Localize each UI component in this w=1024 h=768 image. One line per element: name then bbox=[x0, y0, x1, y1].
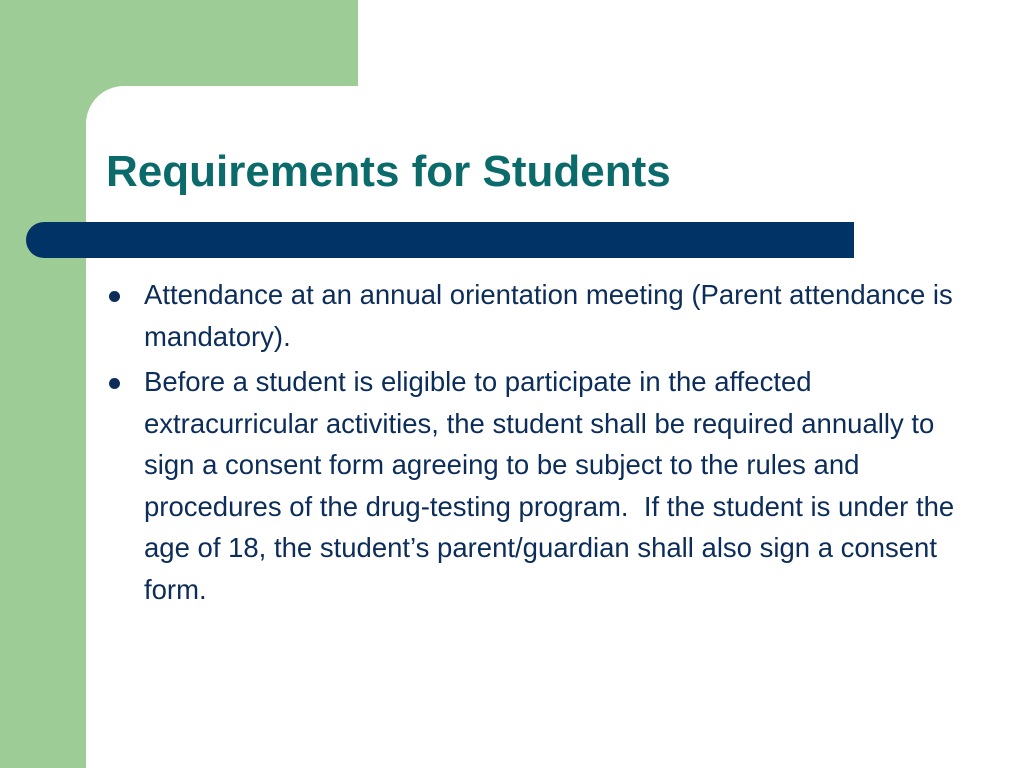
bullet-text: Before a student is eligible to participate in the affected extracurricular activities, the student shall be required annually to sign a consent form agreeing to be subject to the rules and procedures of the drug-testing program. If the student is under the age of 18, the student’s parent/guardian shall also sign a consent form. bbox=[144, 366, 962, 605]
slide-title: Requirements for Students bbox=[106, 147, 671, 196]
bullet-text: Attendance at an annual orientation meeting (Parent attendance is mandatory). bbox=[144, 279, 961, 352]
bullet-list bbox=[104, 274, 964, 614]
bullet-item-attendance bbox=[104, 274, 964, 357]
bullet-dot-icon bbox=[109, 291, 120, 302]
title-underline-bar bbox=[26, 222, 854, 258]
bullet-dot-icon bbox=[109, 378, 120, 389]
bullet-item-consent bbox=[104, 361, 964, 610]
